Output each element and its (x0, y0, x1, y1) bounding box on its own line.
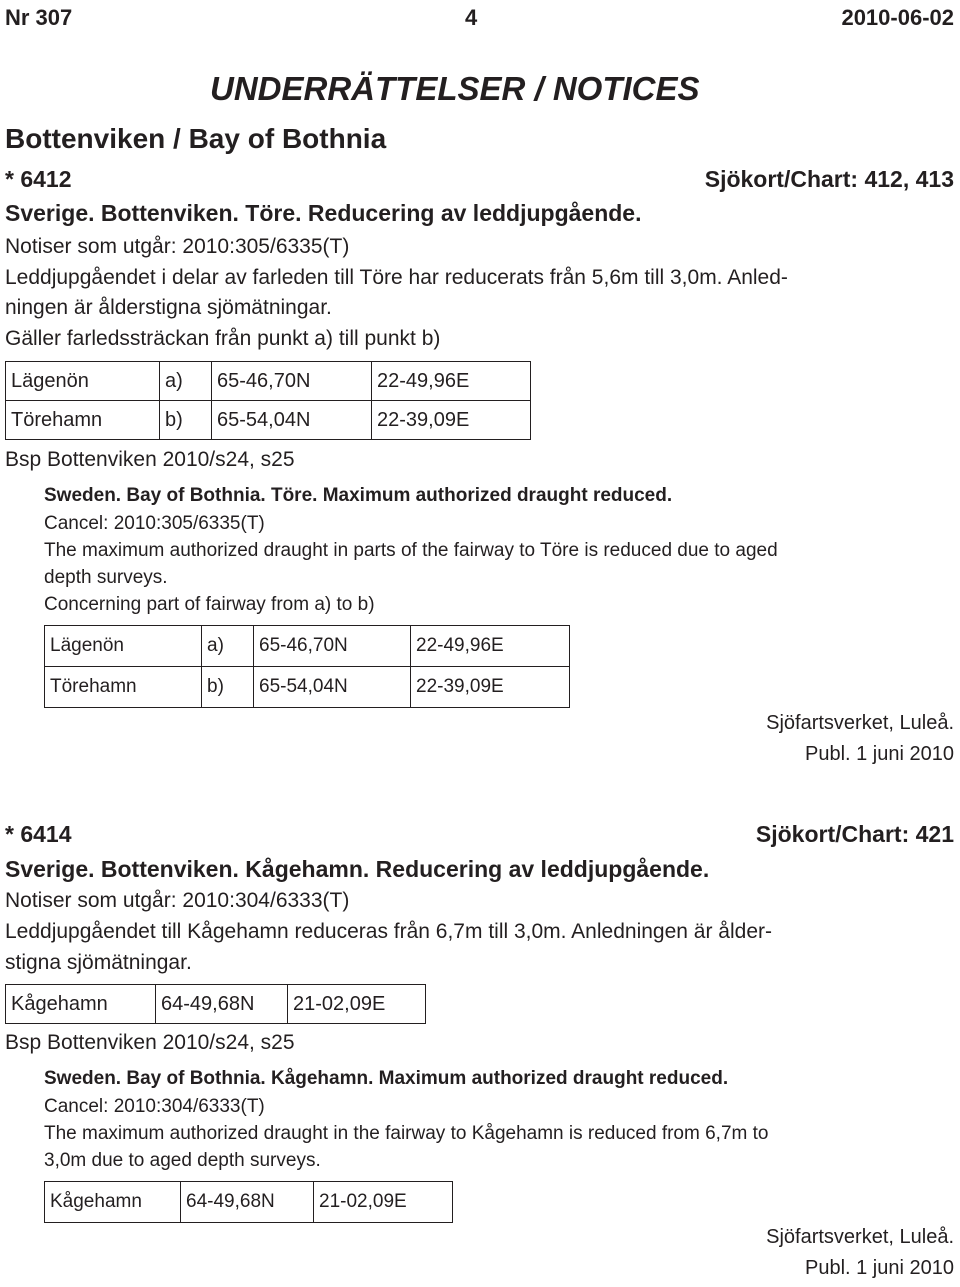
point-latitude: 65-54,04N (254, 667, 411, 708)
point-latitude: 64-49,68N (156, 985, 288, 1024)
coordinates-table (44, 625, 570, 708)
table-row (45, 667, 570, 708)
point-latitude: 64-49,68N (181, 1182, 314, 1223)
table-row (45, 626, 570, 667)
page-title: UNDERRÄTTELSER / NOTICES (210, 70, 700, 107)
point-latitude: 65-46,70N (254, 626, 411, 667)
english-concerning: Concerning part of fairway from a) to b) (44, 594, 375, 615)
issuing-authority: Sjöfartsverket, Luleå. (766, 712, 954, 734)
issuing-authority: Sjöfartsverket, Luleå. (766, 1226, 954, 1248)
point-longitude: 22-49,96E (372, 362, 531, 401)
coordinates-table (5, 361, 531, 440)
coordinates-table (44, 1181, 453, 1223)
swedish-cancel: Notiser som utgår: 2010:304/6333(T) (5, 889, 350, 912)
chart-reference: Sjökort/Chart: 421 (755, 821, 954, 847)
issue-number: Nr 307 (5, 5, 73, 30)
english-heading: Sweden. Bay of Bothnia. Kågehamn. Maximum authorized draught reduced. (44, 1068, 729, 1089)
swedish-cancel: Notiser som utgår: 2010:305/6335(T) (5, 235, 350, 258)
english-cancel: Cancel: 2010:305/6335(T) (44, 513, 265, 534)
bsp-reference: Bsp Bottenviken 2010/s24, s25 (5, 448, 295, 471)
point-label: a) (160, 362, 212, 401)
publication-date: Publ. 1 juni 2010 (804, 1257, 954, 1279)
point-longitude: 22-39,09E (372, 401, 531, 440)
notice-id: * 6412 (5, 166, 72, 192)
bsp-reference: Bsp Bottenviken 2010/s24, s25 (5, 1031, 295, 1054)
english-body-line: The maximum authorized draught in the fairway to Kågehamn is reduced from 6,7m to (44, 1123, 769, 1144)
english-body-line: depth surveys. (44, 567, 168, 588)
point-latitude: 65-46,70N (212, 362, 372, 401)
notice-id: * 6414 (5, 821, 72, 847)
chart-reference: Sjökort/Chart: 412, 413 (704, 166, 954, 192)
point-label: b) (160, 401, 212, 440)
swedish-heading: Sverige. Bottenviken. Kågehamn. Reducering av leddjupgående. (5, 856, 710, 882)
swedish-body-line: Leddjupgåendet till Kågehamn reduceras från 6,7m till 3,0m. Anledningen är ålder- (5, 920, 772, 943)
point-longitude: 21-02,09E (288, 985, 426, 1024)
english-body-line: 3,0m due to aged depth surveys. (44, 1150, 321, 1171)
publication-date: Publ. 1 juni 2010 (804, 743, 954, 765)
english-body-line: The maximum authorized draught in parts of the fairway to Töre is reduced due to aged (44, 540, 778, 561)
swedish-body-line: stigna sjömätningar. (5, 951, 192, 974)
point-name: Törehamn (45, 667, 202, 708)
point-name: Törehamn (6, 401, 160, 440)
english-heading: Sweden. Bay of Bothnia. Töre. Maximum authorized draught reduced. (44, 485, 673, 506)
region-heading: Bottenviken / Bay of Bothnia (5, 123, 387, 154)
swedish-heading: Sverige. Bottenviken. Töre. Reducering av leddjupgående. (5, 200, 642, 226)
issue-date: 2010-06-02 (841, 5, 954, 30)
point-label: b) (202, 667, 254, 708)
point-name: Lägenön (45, 626, 202, 667)
swedish-body-line: ningen är ålderstigna sjömätningar. (5, 296, 332, 319)
point-longitude: 22-39,09E (411, 667, 570, 708)
swedish-concerning: Gäller farledssträckan från punkt a) till punkt b) (5, 327, 441, 350)
point-name: Lägenön (6, 362, 160, 401)
page-number: 4 (465, 5, 478, 30)
table-row (6, 985, 426, 1024)
point-latitude: 65-54,04N (212, 401, 372, 440)
table-row (45, 1182, 453, 1223)
table-row (6, 401, 531, 440)
point-name: Kågehamn (6, 985, 156, 1024)
coordinates-table (5, 984, 426, 1024)
point-longitude: 22-49,96E (411, 626, 570, 667)
point-longitude: 21-02,09E (314, 1182, 453, 1223)
english-cancel: Cancel: 2010:304/6333(T) (44, 1096, 265, 1117)
table-row (6, 362, 531, 401)
swedish-body-line: Leddjupgåendet i delar av farleden till Töre har reducerats från 5,6m till 3,0m. Anled- (5, 266, 788, 289)
point-name: Kågehamn (45, 1182, 181, 1223)
point-label: a) (202, 626, 254, 667)
